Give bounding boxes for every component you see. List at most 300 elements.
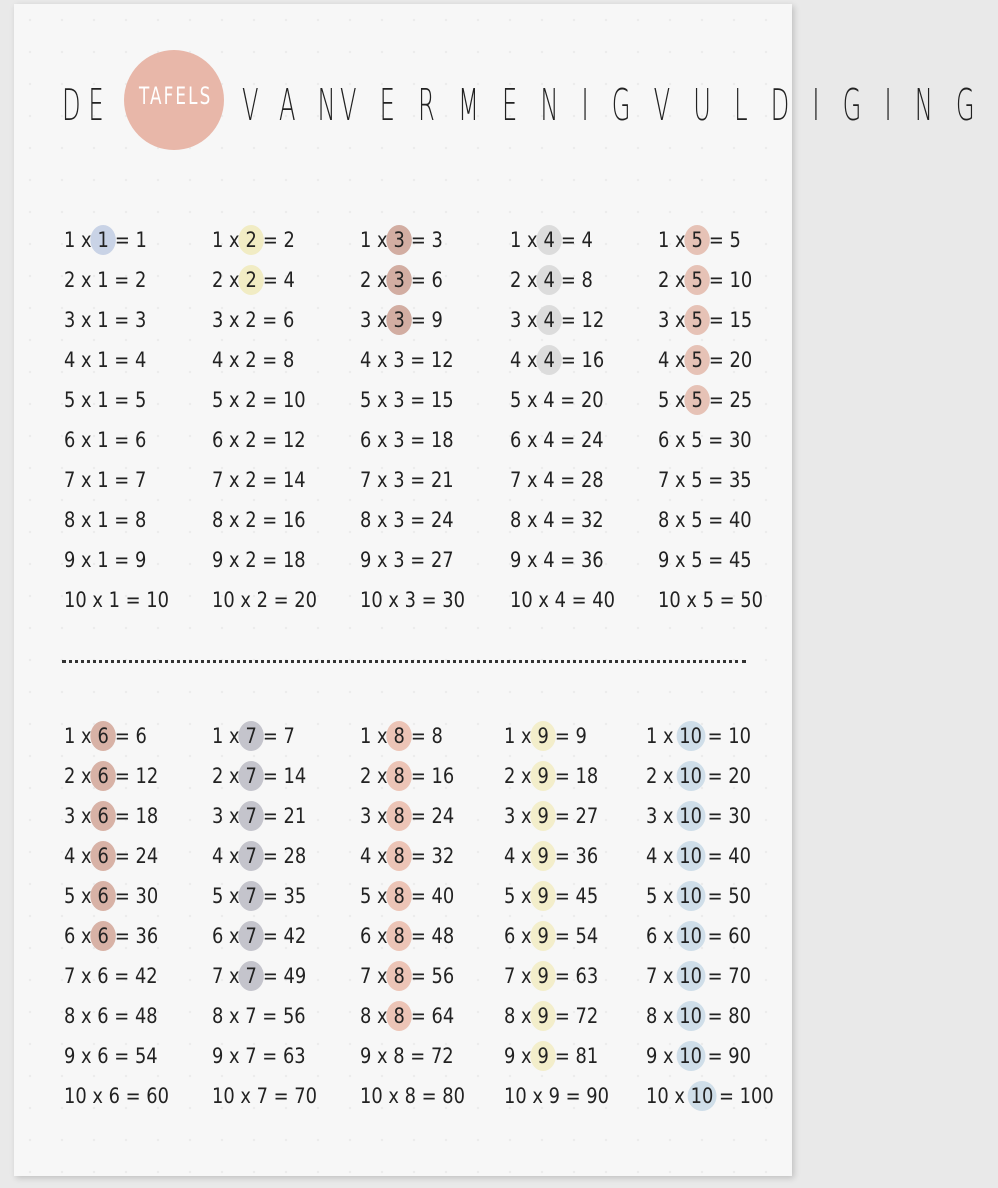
multiplicand: 4 x: [64, 844, 98, 868]
table-1-row-10: [64, 580, 192, 620]
table-7-row-10: [212, 1076, 340, 1116]
product: = 21: [257, 804, 307, 828]
table-6-row-7: [64, 956, 192, 996]
multiplicand: 2 x: [64, 268, 98, 292]
multiplicand: 3 x: [658, 308, 692, 332]
multiplicand: 2 x: [212, 764, 246, 788]
table-7-row-7: [212, 956, 340, 996]
table-8-row-3: [360, 796, 488, 836]
table-7-row-2: [212, 756, 340, 796]
table-number: 8: [393, 996, 405, 1036]
title-word-van: VAN: [242, 80, 358, 131]
table-number: 9: [537, 916, 549, 956]
multiplicand: 6 x: [646, 924, 680, 948]
table-10: [646, 716, 796, 1116]
product: = 36: [554, 548, 604, 572]
table-2-row-6: [212, 420, 340, 460]
table-number: 7: [245, 876, 257, 916]
table-6-row-3: [64, 796, 192, 836]
table-number: 3: [393, 428, 405, 452]
table-number: 1: [108, 588, 120, 612]
table-1-row-3: [64, 300, 192, 340]
table-4-row-10: [510, 580, 638, 620]
product: = 6: [108, 428, 147, 452]
table-number: 7: [245, 796, 257, 836]
table-6-row-5: [64, 876, 192, 916]
product: = 5: [108, 388, 147, 412]
product: = 50: [701, 884, 752, 908]
table-number: 6: [97, 836, 109, 876]
multiplicand: 9 x: [646, 1044, 680, 1068]
multiplicand: 5 x: [360, 884, 394, 908]
multiplicand: 4 x: [504, 844, 538, 868]
multiplicand: 1 x: [360, 724, 394, 748]
product: = 49: [257, 964, 307, 988]
table-number: 6: [97, 916, 109, 956]
table-8-row-4: [360, 836, 488, 876]
table-9-row-3: [504, 796, 632, 836]
table-7-row-5: [212, 876, 340, 916]
table-10-row-3: [646, 796, 774, 836]
table-number: 3: [393, 548, 405, 572]
product: = 70: [701, 964, 752, 988]
table-number: 7: [245, 756, 257, 796]
product: = 30: [109, 884, 159, 908]
table-number: 2: [245, 260, 257, 300]
multiplicand: 8 x: [646, 1004, 680, 1028]
multiplicand: 8 x: [360, 1004, 394, 1028]
table-number: 10: [679, 996, 702, 1036]
table-number: 1: [97, 220, 109, 260]
multiplicand: 3 x: [646, 804, 680, 828]
title-word-tafels: TAFELS: [139, 82, 213, 110]
section-divider: [62, 660, 746, 663]
table-number: 5: [691, 220, 703, 260]
multiplicand: 10 x: [504, 1084, 549, 1108]
table-9-row-8: [504, 996, 632, 1036]
product: = 72: [404, 1044, 454, 1068]
table-1-row-6: [64, 420, 192, 460]
multiplicand: 10 x: [658, 588, 703, 612]
multiplicand: 7 x: [510, 468, 544, 492]
product: = 32: [405, 844, 455, 868]
multiplicand: 10 x: [212, 588, 257, 612]
multiplicand: 2 x: [658, 268, 692, 292]
table-number: 3: [393, 508, 405, 532]
product: = 80: [415, 1084, 466, 1108]
product: = 10: [701, 724, 752, 748]
product: = 24: [554, 428, 604, 452]
multiplicand: 7 x: [64, 468, 98, 492]
table-number: 4: [543, 300, 555, 340]
product: = 4: [555, 228, 593, 252]
table-number: 4: [554, 588, 566, 612]
product: = 35: [257, 884, 307, 908]
table-9-row-1: [504, 716, 632, 756]
table-7-row-9: [212, 1036, 340, 1076]
table-number: 8: [393, 836, 405, 876]
table-10-row-9: [646, 1036, 774, 1076]
table-number: 10: [679, 836, 702, 876]
table-number: 6: [97, 964, 109, 988]
table-number: 10: [679, 756, 702, 796]
table-5-row-5: [658, 380, 786, 420]
multiplicand: 2 x: [360, 764, 394, 788]
table-number: 2: [256, 588, 268, 612]
table-3-row-3: [360, 300, 488, 340]
product: = 16: [405, 764, 455, 788]
table-number: 9: [537, 876, 549, 916]
table-number: 9: [537, 996, 549, 1036]
multiplicand: 5 x: [64, 884, 98, 908]
multiplicand: 7 x: [504, 964, 538, 988]
table-8-row-1: [360, 716, 488, 756]
table-6-row-4: [64, 836, 192, 876]
table-3-row-1: [360, 220, 488, 260]
table-number: 5: [691, 300, 703, 340]
title-word-de: DE: [62, 80, 112, 131]
product: = 63: [256, 1044, 306, 1068]
table-number: 5: [691, 380, 703, 420]
table-number: 1: [97, 508, 109, 532]
table-number: 5: [691, 548, 703, 572]
table-number: 2: [245, 468, 257, 492]
multiplicand: 6 x: [658, 428, 692, 452]
product: = 25: [703, 388, 753, 412]
table-number: 2: [245, 508, 257, 532]
table-number: 9: [537, 836, 549, 876]
table-4-row-1: [510, 220, 638, 260]
table-number: 5: [691, 260, 703, 300]
multiplicand: 7 x: [360, 964, 394, 988]
product: = 2: [257, 228, 295, 252]
table-number: 10: [679, 796, 702, 836]
page-title: [0, 70, 998, 140]
multiplicand: 9 x: [212, 1044, 246, 1068]
multiplicand: 6 x: [212, 428, 246, 452]
product: = 4: [257, 268, 295, 292]
product: = 16: [256, 508, 306, 532]
multiplicand: 4 x: [64, 348, 98, 372]
multiplicand: 9 x: [360, 548, 394, 572]
multiplicand: 5 x: [64, 388, 98, 412]
table-number: 4: [543, 468, 555, 492]
multiplicand: 6 x: [64, 428, 98, 452]
table-10-row-1: [646, 716, 774, 756]
product: = 9: [108, 548, 147, 572]
product: = 10: [703, 268, 753, 292]
table-number: 7: [245, 1004, 257, 1028]
table-number: 10: [691, 1076, 714, 1116]
table-10-row-6: [646, 916, 774, 956]
multiplicand: 7 x: [212, 468, 246, 492]
product: = 6: [405, 268, 443, 292]
table-number: 5: [691, 508, 703, 532]
table-5-row-7: [658, 460, 786, 500]
table-3: [360, 220, 510, 620]
table-number: 1: [97, 468, 109, 492]
multiplicand: 1 x: [510, 228, 544, 252]
product: = 24: [404, 508, 454, 532]
table-10-row-4: [646, 836, 774, 876]
table-4-row-7: [510, 460, 638, 500]
multiplicand: 3 x: [360, 308, 394, 332]
table-number: 3: [393, 220, 405, 260]
multiplicand: 1 x: [646, 724, 680, 748]
product: = 14: [257, 764, 307, 788]
multiplicand: 5 x: [658, 388, 692, 412]
table-2-row-10: [212, 580, 340, 620]
product: = 45: [549, 884, 599, 908]
multiplicand: 3 x: [64, 308, 98, 332]
product: = 9: [405, 308, 443, 332]
product: = 20: [554, 388, 604, 412]
product: = 36: [109, 924, 159, 948]
multiplicand: 7 x: [360, 468, 394, 492]
product: = 42: [257, 924, 307, 948]
table-number: 6: [97, 1004, 109, 1028]
table-4-row-8: [510, 500, 638, 540]
table-8-row-9: [360, 1036, 488, 1076]
table-number: 9: [548, 1084, 560, 1108]
table-4-row-4: [510, 340, 638, 380]
multiplicand: 4 x: [212, 844, 246, 868]
table-8-row-2: [360, 756, 488, 796]
product: = 40: [405, 884, 455, 908]
table-1-row-1: [64, 220, 192, 260]
product: = 14: [256, 468, 306, 492]
multiplicand: 6 x: [360, 428, 394, 452]
table-6-row-9: [64, 1036, 192, 1076]
table-number: 5: [691, 340, 703, 380]
table-number: 8: [393, 1044, 405, 1068]
product: = 2: [108, 268, 147, 292]
table-number: 1: [97, 548, 109, 572]
table-5-row-3: [658, 300, 786, 340]
multiplicand: 1 x: [658, 228, 692, 252]
table-10-row-5: [646, 876, 774, 916]
table-number: 6: [97, 796, 109, 836]
product: = 81: [549, 1044, 599, 1068]
multiplicand: 8 x: [504, 1004, 538, 1028]
product: = 35: [702, 468, 752, 492]
table-number: 9: [537, 716, 549, 756]
table-1-row-8: [64, 500, 192, 540]
product: = 40: [701, 844, 752, 868]
table-number: 7: [245, 956, 257, 996]
table-8-row-5: [360, 876, 488, 916]
table-4-row-5: [510, 380, 638, 420]
product: = 8: [555, 268, 593, 292]
multiplicand: 5 x: [646, 884, 680, 908]
multiplicand: 1 x: [504, 724, 538, 748]
multiplicand: 5 x: [510, 388, 544, 412]
table-number: 8: [393, 956, 405, 996]
table-7-row-6: [212, 916, 340, 956]
table-8-row-6: [360, 916, 488, 956]
multiplicand: 5 x: [212, 388, 246, 412]
table-number: 8: [393, 796, 405, 836]
product: = 28: [257, 844, 307, 868]
table-3-row-7: [360, 460, 488, 500]
table-9-row-2: [504, 756, 632, 796]
multiplicand: 1 x: [64, 228, 98, 252]
product: = 5: [703, 228, 741, 252]
table-3-row-6: [360, 420, 488, 460]
table-7-row-3: [212, 796, 340, 836]
table-number: 2: [245, 220, 257, 260]
table-9-row-9: [504, 1036, 632, 1076]
product: = 28: [554, 468, 604, 492]
table-number: 8: [393, 916, 405, 956]
table-7-row-8: [212, 996, 340, 1036]
product: = 24: [405, 804, 455, 828]
table-number: 7: [245, 836, 257, 876]
multiplicand: 10 x: [360, 588, 405, 612]
multiplicand: 3 x: [212, 308, 246, 332]
table-5-row-6: [658, 420, 786, 460]
multiplicand: 6 x: [510, 428, 544, 452]
table-1-row-7: [64, 460, 192, 500]
multiplicand: 1 x: [212, 724, 246, 748]
table-number: 9: [537, 1036, 549, 1076]
table-number: 6: [97, 716, 109, 756]
table-4-row-3: [510, 300, 638, 340]
table-2-row-9: [212, 540, 340, 580]
multiplicand: 3 x: [504, 804, 538, 828]
product: = 3: [405, 228, 443, 252]
table-6-row-8: [64, 996, 192, 1036]
table-number: 6: [108, 1084, 120, 1108]
table-number: 6: [97, 1044, 109, 1068]
product: = 9: [549, 724, 587, 748]
table-number: 1: [97, 348, 109, 372]
product: = 21: [404, 468, 454, 492]
product: = 50: [713, 588, 764, 612]
table-8-row-7: [360, 956, 488, 996]
table-8: [360, 716, 510, 1116]
multiplicand: 10 x: [212, 1084, 257, 1108]
multiplicand: 8 x: [658, 508, 692, 532]
multiplicand: 6 x: [212, 924, 246, 948]
product: = 24: [109, 844, 159, 868]
table-2-row-8: [212, 500, 340, 540]
table-1-row-4: [64, 340, 192, 380]
table-number: 10: [679, 716, 702, 756]
table-3-row-9: [360, 540, 488, 580]
product: = 20: [703, 348, 753, 372]
table-number: 6: [97, 876, 109, 916]
product: = 7: [108, 468, 147, 492]
table-5-row-4: [658, 340, 786, 380]
table-4-row-6: [510, 420, 638, 460]
table-number: 10: [679, 1036, 702, 1076]
multiplicand: 8 x: [212, 1004, 246, 1028]
multiplicand: 9 x: [212, 548, 246, 572]
product: = 100: [713, 1084, 774, 1108]
table-number: 6: [97, 756, 109, 796]
table-10-row-2: [646, 756, 774, 796]
product: = 30: [702, 428, 752, 452]
title-word-vermenigvuldiging: VERMENIGVULDIGING: [340, 80, 998, 131]
product: = 20: [701, 764, 752, 788]
multiplicand: 9 x: [64, 548, 98, 572]
table-3-row-10: [360, 580, 488, 620]
product: = 36: [549, 844, 599, 868]
product: = 8: [405, 724, 443, 748]
multiplicand: 5 x: [212, 884, 246, 908]
multiplicand: 7 x: [658, 468, 692, 492]
table-number: 2: [245, 548, 257, 572]
table-number: 7: [256, 1084, 268, 1108]
table-1: [64, 220, 214, 620]
product: = 30: [701, 804, 752, 828]
product: = 16: [555, 348, 605, 372]
product: = 54: [108, 1044, 158, 1068]
table-number: 3: [393, 388, 405, 412]
multiplicand: 5 x: [360, 388, 394, 412]
table-10-row-8: [646, 996, 774, 1036]
table-8-row-8: [360, 996, 488, 1036]
table-7-row-4: [212, 836, 340, 876]
table-5-row-9: [658, 540, 786, 580]
table-3-row-4: [360, 340, 488, 380]
product: = 80: [701, 1004, 752, 1028]
table-2: [212, 220, 362, 620]
table-number: 8: [393, 876, 405, 916]
multiplicand: 8 x: [360, 508, 394, 532]
product: = 64: [405, 1004, 455, 1028]
multiplicand: 2 x: [360, 268, 394, 292]
table-9-row-5: [504, 876, 632, 916]
multiplicand: 10 x: [64, 588, 109, 612]
product: = 32: [554, 508, 604, 532]
multiplicand: 3 x: [64, 804, 98, 828]
multiplicand: 2 x: [64, 764, 98, 788]
multiplicand: 5 x: [504, 884, 538, 908]
product: = 10: [119, 588, 170, 612]
multiplicand: 9 x: [510, 548, 544, 572]
multiplicand: 4 x: [360, 348, 394, 372]
table-10-row-7: [646, 956, 774, 996]
product: = 18: [549, 764, 599, 788]
multiplicand: 2 x: [212, 268, 246, 292]
table-1-row-2: [64, 260, 192, 300]
table-number: 10: [679, 876, 702, 916]
product: = 15: [404, 388, 454, 412]
multiplicand: 1 x: [212, 228, 246, 252]
multiplicand: 10 x: [646, 1084, 691, 1108]
table-3-row-8: [360, 500, 488, 540]
table-2-row-5: [212, 380, 340, 420]
table-number: 10: [679, 956, 702, 996]
table-1-row-5: [64, 380, 192, 420]
multiplicand: 9 x: [658, 548, 692, 572]
multiplicand: 4 x: [360, 844, 394, 868]
multiplicand: 1 x: [360, 228, 394, 252]
product: = 56: [405, 964, 455, 988]
table-number: 3: [393, 260, 405, 300]
table-5-row-8: [658, 500, 786, 540]
table-9-row-7: [504, 956, 632, 996]
multiplicand: 6 x: [504, 924, 538, 948]
table-5: [658, 220, 808, 620]
table-number: 8: [393, 756, 405, 796]
multiplicand: 10 x: [64, 1084, 109, 1108]
product: = 63: [549, 964, 599, 988]
table-5-row-2: [658, 260, 786, 300]
table-3-row-5: [360, 380, 488, 420]
